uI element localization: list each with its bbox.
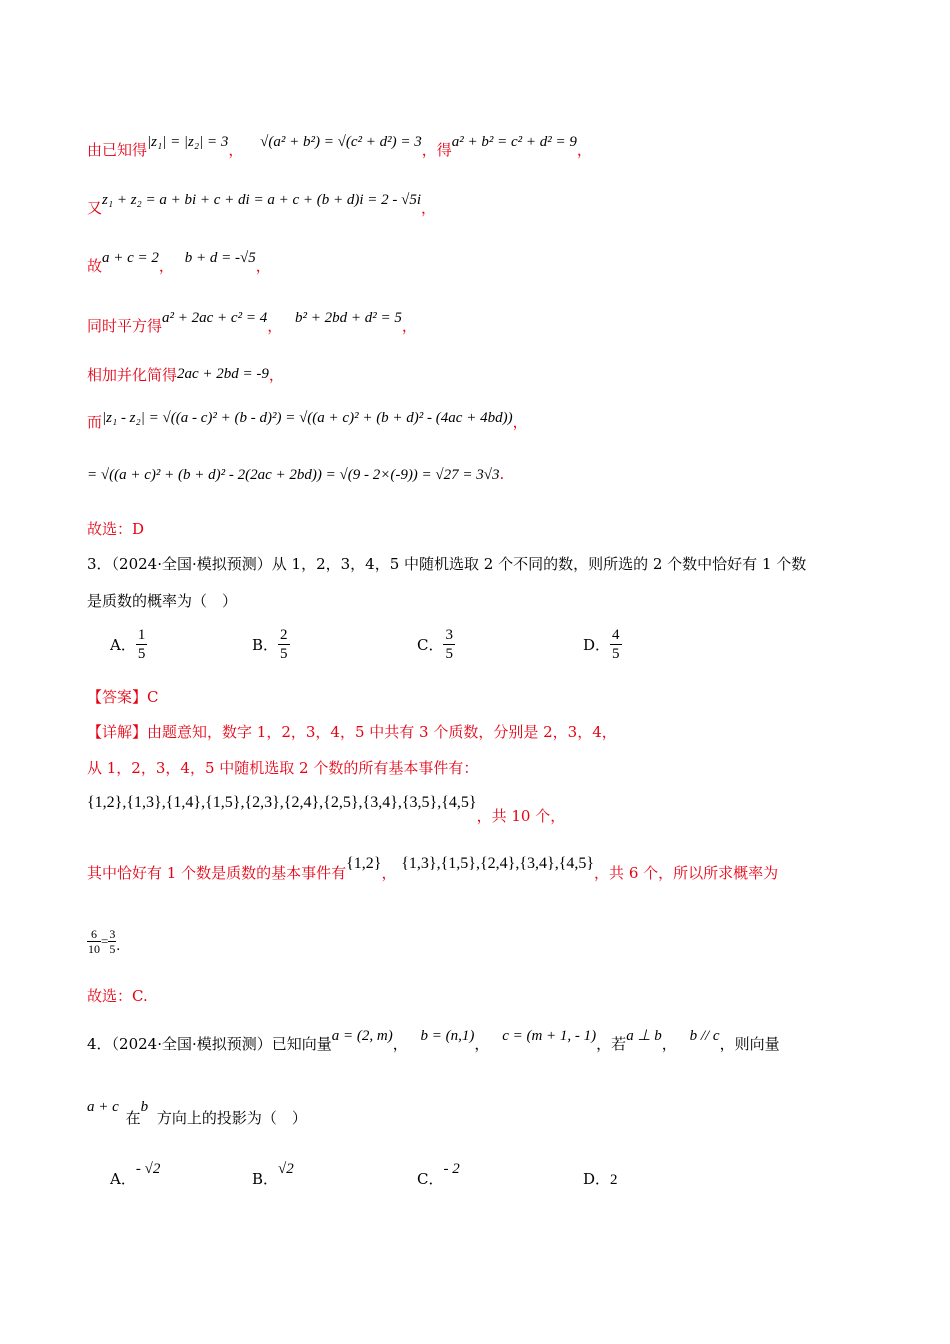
q3-stem-line-2: 是质数的概率为（ ） [87, 592, 238, 610]
fraction-six-tenths: $\frac{6}{10}$ [88, 927, 100, 956]
fraction-three-fifths: $\frac{3}{5}$ [109, 927, 116, 956]
solution-line-6: 而|z₁ - z₂| = √((a - c)² + (b - d)²) = √((a + c)² + (b + d)² - (4ac + 4bd))， [87, 410, 528, 431]
q3-answer: 【答案】C [87, 688, 159, 706]
difference-modulus-equation: |z₁ - z₂| = √((a - c)² + (b - d)²) = √((a + c)² + (b + d)² - (4ac + 4bd)) [102, 410, 513, 426]
bd-equation: b + d = -√5 [184, 250, 256, 266]
vector-c: c = (m + 1, - 1) [502, 1028, 597, 1044]
solution-line-5: 相加并化简得2ac + 2bd = -9， [87, 366, 284, 384]
q3-detail-line-1: 【详解】由题意知，数字 1，2，3，4，5 中共有 3 个质数，分别是 2，3，4， [87, 723, 617, 741]
q3-option-a: A． $\frac{1}{5}$ [110, 627, 146, 662]
square-equation-2: b² + 2bd + d² = 5 [295, 310, 402, 326]
q3-detail-line-2: 从 1，2，3，4，5 中随机选取 2 个数的所有基本事件有： [87, 759, 479, 777]
solution-line-3: 故a + c = 2， b + d = -√5， [87, 250, 271, 275]
q3-probability-result: $\frac{6}{10}$ = $\frac{3}{5}$ . [88, 927, 121, 956]
final-modulus-equation: = √((a + c)² + (b + d)² - 2(2ac + 2bd)) = √(9 - 2×(-9)) = √27 = 3√3 [87, 467, 500, 483]
q4-option-c: C．- 2 [417, 1161, 460, 1188]
fraction: $\frac{2}{5}$ [280, 627, 288, 662]
q3-option-c: C． $\frac{3}{5}$ [417, 627, 453, 662]
solution-line-2: 又z₁ + z₂ = a + bi + c + di = a + c + (b + d)i = 2 - √5i， [87, 192, 437, 217]
sqrt-equation: √(a² + b²) = √(c² + d²) = 3 [260, 134, 422, 150]
q4-option-a: A．- √2 [110, 1161, 161, 1188]
modulus-equation: |z₁| = |z₂| = 3 [147, 134, 229, 150]
solution-choice-d: 故选：D [87, 520, 145, 538]
combined-equation: 2ac + 2bd = -9 [177, 366, 269, 382]
vector-sum: a + c [87, 1099, 119, 1115]
all-events-set: {1,2},{1,3},{1,4},{1,5},{2,3},{2,4},{2,5},{3,4},{3,5},{4,5} [87, 794, 477, 811]
q4-stem-line-2: a + c 在b 方向上的投影为（ ） [87, 1099, 307, 1127]
q3-option-d: D． $\frac{4}{5}$ [583, 627, 620, 662]
parallel-condition: b // c [689, 1028, 720, 1044]
perpendicular-condition: a ⊥ b [626, 1028, 662, 1044]
vector-b-ref: b [140, 1099, 149, 1115]
fraction: $\frac{1}{5}$ [137, 627, 146, 662]
q4-option-b: B．√2 [252, 1161, 294, 1188]
vector-a: a = (2, m) [331, 1028, 393, 1044]
q4-option-d: D．2 [583, 1170, 618, 1188]
vector-b: b = (n,1) [420, 1028, 475, 1044]
q4-stem-line-1: 4．（2024·全国·模拟预测）已知向量a = (2, m)， b = (n,1)， c = (m + 1, - 1)，若a ⊥ b， b // c，则向量 [87, 1028, 780, 1053]
q3-events-line: {1,2},{1,3},{1,4},{1,5},{2,3},{2,4},{2,5},{3,4},{3,5},{4,5}，共 10 个， [87, 794, 566, 825]
square-equation-1: a² + 2ac + c² = 4 [162, 310, 268, 326]
ac-equation: a + c = 2 [102, 250, 159, 266]
solution-line-4: 同时平方得a² + 2ac + c² = 4， b² + 2bd + d² = 5， [87, 310, 417, 335]
q3-detail-line-3: 其中恰好有 1 个数是质数的基本事件有{1,2}， {1,3},{1,5},{2,4},{3,4},{4,5}，共 6 个，所以所求概率为 [87, 855, 779, 882]
q3-option-b: B． $\frac{2}{5}$ [252, 627, 288, 662]
q3-final-choice: 故选：C. [87, 987, 148, 1005]
prime-event-set-a: {1,2} [346, 855, 382, 872]
q3-stem-line-1: 3．（2024·全国·模拟预测）从 1，2，3，4，5 中随机选取 2 个不同的数，则所选的 2 个数中恰好有 1 个数 [87, 555, 807, 573]
solution-line-1: 由已知得|z₁| = |z₂| = 3， √(a² + b²) = √(c² + d²) = 3，得a² + b² = c² + d² = 9， [87, 134, 592, 159]
sum-of-squares-equation: a² + b² = c² + d² = 9 [451, 134, 577, 150]
prime-event-set-b: {1,3},{1,5},{2,4},{3,4},{4,5} [401, 855, 595, 872]
fraction: $\frac{3}{5}$ [445, 627, 453, 662]
solution-line-7: = √((a + c)² + (b + d)² - 2(2ac + 2bd)) = √(9 - 2×(-9)) = √27 = 3√3. [87, 465, 505, 483]
sum-equation: z₁ + z₂ = a + bi + c + di = a + c + (b + d)i = 2 - √5i [102, 192, 422, 208]
fraction: $\frac{4}{5}$ [612, 627, 620, 662]
